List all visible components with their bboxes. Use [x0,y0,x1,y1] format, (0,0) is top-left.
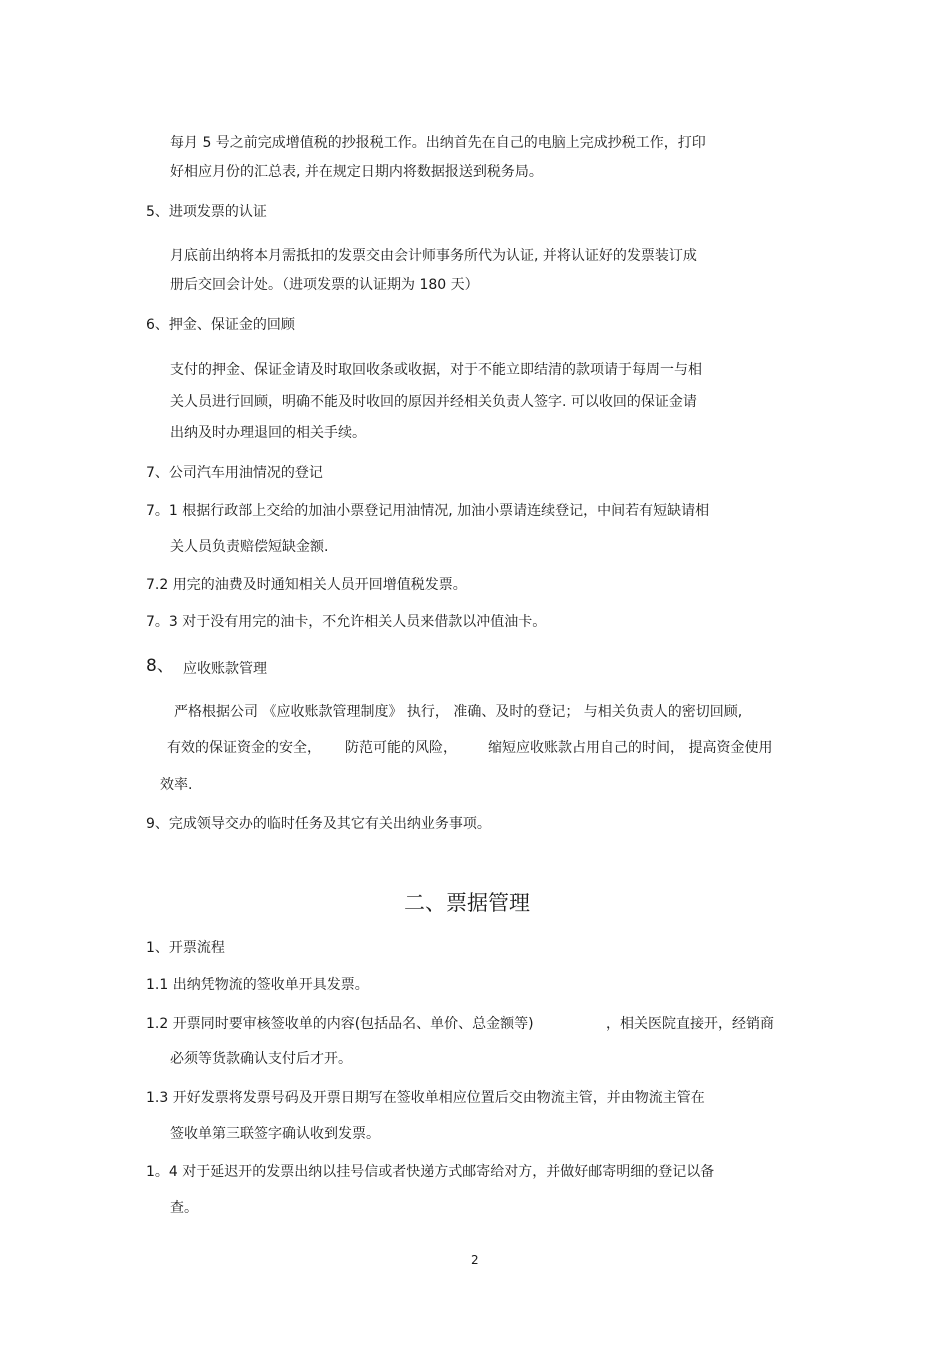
item7-3: 7。3 对于没有用完的油卡，不允许相关人员来借款以冲值油卡。 [146,614,547,630]
item7-1-line2: 关人员负责赔偿短缺金额. [170,539,329,555]
item5-body-line2: 册后交回会计处。（进项发票的认证期为 180 天） [170,277,479,293]
item8-body-line2-part1: 有效的保证资金的安全， [167,740,321,756]
item8-body-line3: 效率. [160,777,193,793]
item1-2-line1-part1: 1.2 开票同时要审核签收单的内容(包括品名、单价、总金额等) [146,1016,534,1032]
item1-2-line1-part2: ，相关医院直接开，经销商 [606,1016,774,1032]
item1-3-line2: 签收单第三联签字确认收到发票。 [170,1126,380,1142]
item9-heading: 9、完成领导交办的临时任务及其它有关出纳业务事项。 [146,816,491,832]
item5-body-line1: 月底前出纳将本月需抵扣的发票交由会计师事务所代为认证, 并将认证好的发票装订成 [170,248,697,264]
item8-body-line2-part2: 防范可能的风险， [345,740,457,756]
item6-body-line1: 支付的押金、保证金请及时取回收条或收据，对于不能立即结清的款项请于每周一与相 [170,362,702,378]
item6-body-line2: 关人员进行回顾，明确不能及时收回的原因并经相关负责人签字. 可以收回的保证金请 [170,394,697,410]
item1-2-line2: 必须等货款确认支付后才开。 [170,1051,352,1067]
item7-2: 7.2 用完的油费及时通知相关人员开回增值税发票。 [146,577,467,593]
item1-4-line2: 查。 [170,1200,198,1216]
invoicing-process-heading: 1、开票流程 [146,940,225,956]
item4-body-line2: 好相应月份的汇总表, 并在规定日期内将数据报送到税务局。 [170,164,543,180]
item5-heading: 5、进项发票的认证 [146,204,267,220]
item7-1-line1: 7。1 根据行政部上交给的加油小票登记用油情况, 加油小票请连续登记，中间若有短缺请相 [146,503,710,519]
item6-heading: 6、押金、保证金的回顾 [146,317,295,333]
item1-1: 1.1 出纳凭物流的签收单开具发票。 [146,977,369,993]
item1-3-line1: 1.3 开好发票将发票号码及开票日期写在签收单相应位置后交由物流主管，并由物流主管在 [146,1090,705,1106]
item1-4-line1: 1。4 对于延迟开的发票出纳以挂号信或者快递方式邮寄给对方，并做好邮寄明细的登记以备 [146,1164,715,1180]
item8-heading: 应收账款管理 [183,661,267,677]
item8-number: 8、 [146,656,174,676]
item8-body-line2-part3: 缩短应收账款占用自己的时间， 提高资金使用 [488,740,773,756]
item6-body-line3: 出纳及时办理退回的相关手续。 [170,425,366,441]
page-number: 2 [471,1253,479,1267]
item4-body-line1: 每月 5 号之前完成增值税的抄报税工作。出纳首先在自己的电脑上完成抄税工作，打印 [170,135,706,151]
section-two-title: 二、票据管理 [404,891,530,915]
item8-body-line1: 严格根据公司 《应收账款管理制度》 执行， 准确、及时的登记； 与相关负责人的密切回顾, [174,704,743,720]
item7-heading: 7、公司汽车用油情况的登记 [146,465,323,481]
